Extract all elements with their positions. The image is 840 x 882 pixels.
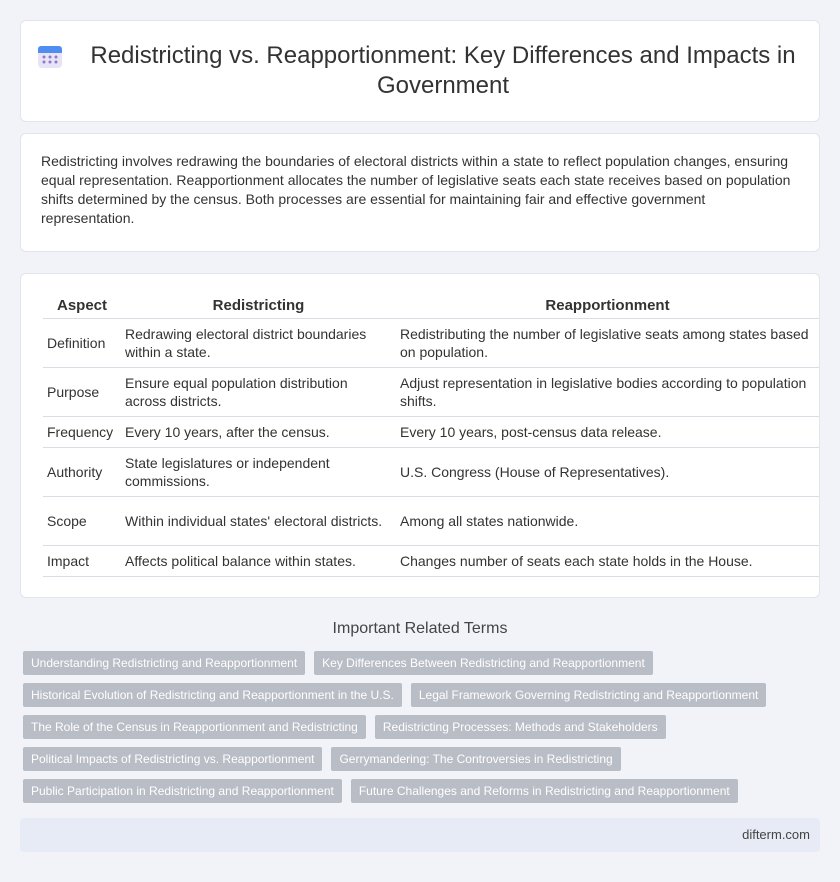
table-header-redistricting: Redistricting xyxy=(121,292,396,318)
page-title: Redistricting vs. Reapportionment: Key Differences and Impacts in Government xyxy=(90,42,796,99)
calendar-icon xyxy=(37,43,63,69)
table-cell-redistricting: Affects political balance within states. xyxy=(121,545,396,576)
comparison-table-card xyxy=(20,273,820,598)
table-cell-aspect: Impact xyxy=(43,545,121,576)
footer xyxy=(20,818,820,852)
table-row xyxy=(43,318,819,367)
related-terms-title: Important Related Terms xyxy=(332,620,508,637)
table-row xyxy=(43,416,819,447)
title-card xyxy=(20,20,820,122)
table-row xyxy=(43,545,819,576)
table-cell-redistricting: Within individual states' electoral districts. xyxy=(121,496,396,545)
related-term-tag[interactable]: Redistricting Processes: Methods and Stakeholders xyxy=(375,715,666,739)
table-header-aspect: Aspect xyxy=(43,292,121,318)
table-cell-redistricting: Every 10 years, after the census. xyxy=(121,416,396,447)
table-cell-aspect: Purpose xyxy=(43,367,121,416)
related-term-tag[interactable]: Political Impacts of Redistricting vs. Reapportionment xyxy=(23,747,322,771)
related-term-tag[interactable]: Key Differences Between Redistricting and Reapportionment xyxy=(314,651,653,675)
table-row xyxy=(43,447,819,496)
related-term-tag[interactable]: Public Participation in Redistricting and Reapportionment xyxy=(23,779,342,803)
table-row xyxy=(43,367,819,416)
related-term-tag[interactable]: Legal Framework Governing Redistricting and Reapportionment xyxy=(411,683,767,707)
table-cell-reapportionment: Adjust representation in legislative bodies according to population shifts. xyxy=(396,367,819,416)
table-cell-aspect: Scope xyxy=(43,496,121,545)
related-term-tag[interactable]: The Role of the Census in Reapportionment and Redistricting xyxy=(23,715,366,739)
table-cell-redistricting: State legislatures or independent commissions. xyxy=(121,447,396,496)
table-cell-redistricting: Ensure equal population distribution across districts. xyxy=(121,367,396,416)
table-cell-reapportionment: Among all states nationwide. xyxy=(396,496,819,545)
related-term-tag[interactable]: Understanding Redistricting and Reapportionment xyxy=(23,651,305,675)
comparison-table xyxy=(43,292,819,577)
related-term-tag[interactable]: Gerrymandering: The Controversies in Redistricting xyxy=(331,747,620,771)
related-term-tag[interactable]: Future Challenges and Reforms in Redistricting and Reapportionment xyxy=(351,779,738,803)
table-cell-redistricting: Redrawing electoral district boundaries within a state. xyxy=(121,318,396,367)
table-header-reapportionment: Reapportionment xyxy=(396,292,819,318)
intro-text: Redistricting involves redrawing the boundaries of electoral districts within a state to reflect population changes, ensuring equal representation. Reapportionment allocates the number of legislative seats each state receives based on population shifts determined by the census. Both processes are essential for maintaining fair and effective government representation. xyxy=(41,153,791,226)
table-cell-reapportionment: Every 10 years, post-census data release. xyxy=(396,416,819,447)
table-header-row xyxy=(43,292,819,318)
table-cell-reapportionment: U.S. Congress (House of Representatives). xyxy=(396,447,819,496)
table-cell-aspect: Authority xyxy=(43,447,121,496)
footer-site-link[interactable]: difterm.com xyxy=(742,827,810,842)
table-cell-aspect: Frequency xyxy=(43,416,121,447)
table-row xyxy=(43,496,819,545)
related-terms-list xyxy=(23,651,823,811)
intro-card xyxy=(20,133,820,252)
table-cell-aspect: Definition xyxy=(43,318,121,367)
table-cell-reapportionment: Changes number of seats each state holds in the House. xyxy=(396,545,819,576)
table-cell-reapportionment: Redistributing the number of legislative seats among states based on population. xyxy=(396,318,819,367)
related-term-tag[interactable]: Historical Evolution of Redistricting and Reapportionment in the U.S. xyxy=(23,683,402,707)
